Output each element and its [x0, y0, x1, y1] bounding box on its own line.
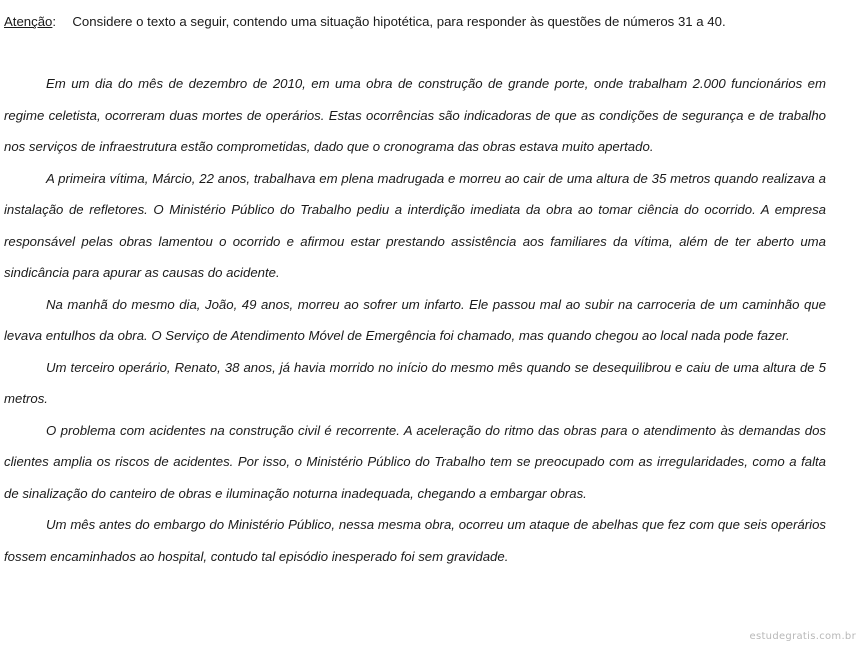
watermark: estudegratis.com.br — [749, 631, 856, 642]
attention-colon: : — [52, 14, 57, 29]
paragraph-4: Um terceiro operário, Renato, 38 anos, já havia morrido no início do mesmo mês quando se desequilibrou e caiu de uma altura de 5 metros. — [4, 359, 826, 406]
paragraph-5: O problema com acidentes na construção civil é recorrente. A aceleração do ritmo das obras para o atendimento às demandas dos clientes amplia os riscos de acidentes. Por isso, o Ministério Público do Trabalho tem se preocupado com as irregularidades, como a falta de sinalização do canteiro de obras e iluminação noturna inadequada, chegando a embargar obras. — [4, 422, 826, 501]
paragraph-6: Um mês antes do embargo do Ministério Público, nessa mesma obra, ocorreu um ataque de abelhas que fez com que seis operários fossem encaminhados ao hospital, contudo tal episódio inesperado foi sem gravidade. — [4, 517, 826, 564]
attention-text: Considere o texto a seguir, contendo uma situação hipotética, para responder às questões de números 31 a 40. — [72, 14, 726, 29]
paragraph-2: A primeira vítima, Márcio, 22 anos, trabalhava em plena madrugada e morreu ao cair de uma altura de 35 metros quando realizava a instalação de refletores. O Ministério Público do Trabalho pediu a interdição imediata da obra ao tomar ciência do ocorrido. A empresa responsável pelas obras lamentou o ocorrido e afirmou estar prestando assistência aos familiares da vítima, além de ter aberto uma sindicância para apurar as causas do acidente. — [4, 170, 826, 280]
paragraph-3: Na manhã do mesmo dia, João, 49 anos, morreu ao sofrer um infarto. Ele passou mal ao subir na carroceria de um caminhão que levava entulhos da obra. O Serviço de Atendimento Móvel de Emergência foi chamado, mas quando chegou ao local nada pode fazer. — [4, 296, 826, 343]
passage-text — [4, 68, 826, 572]
attention-header — [4, 14, 726, 29]
attention-label: Atenção — [4, 14, 53, 29]
paragraph-1: Em um dia do mês de dezembro de 2010, em uma obra de construção de grande porte, onde trabalham 2.000 funcionários em regime celetista, ocorreram duas mortes de operários. Estas ocorrências são indicadoras de que as condições de segurança e de trabalho nos serviços de infraestrutura estão comprometidas, dado que o cronograma das obras estava muito apertado. — [4, 76, 826, 154]
